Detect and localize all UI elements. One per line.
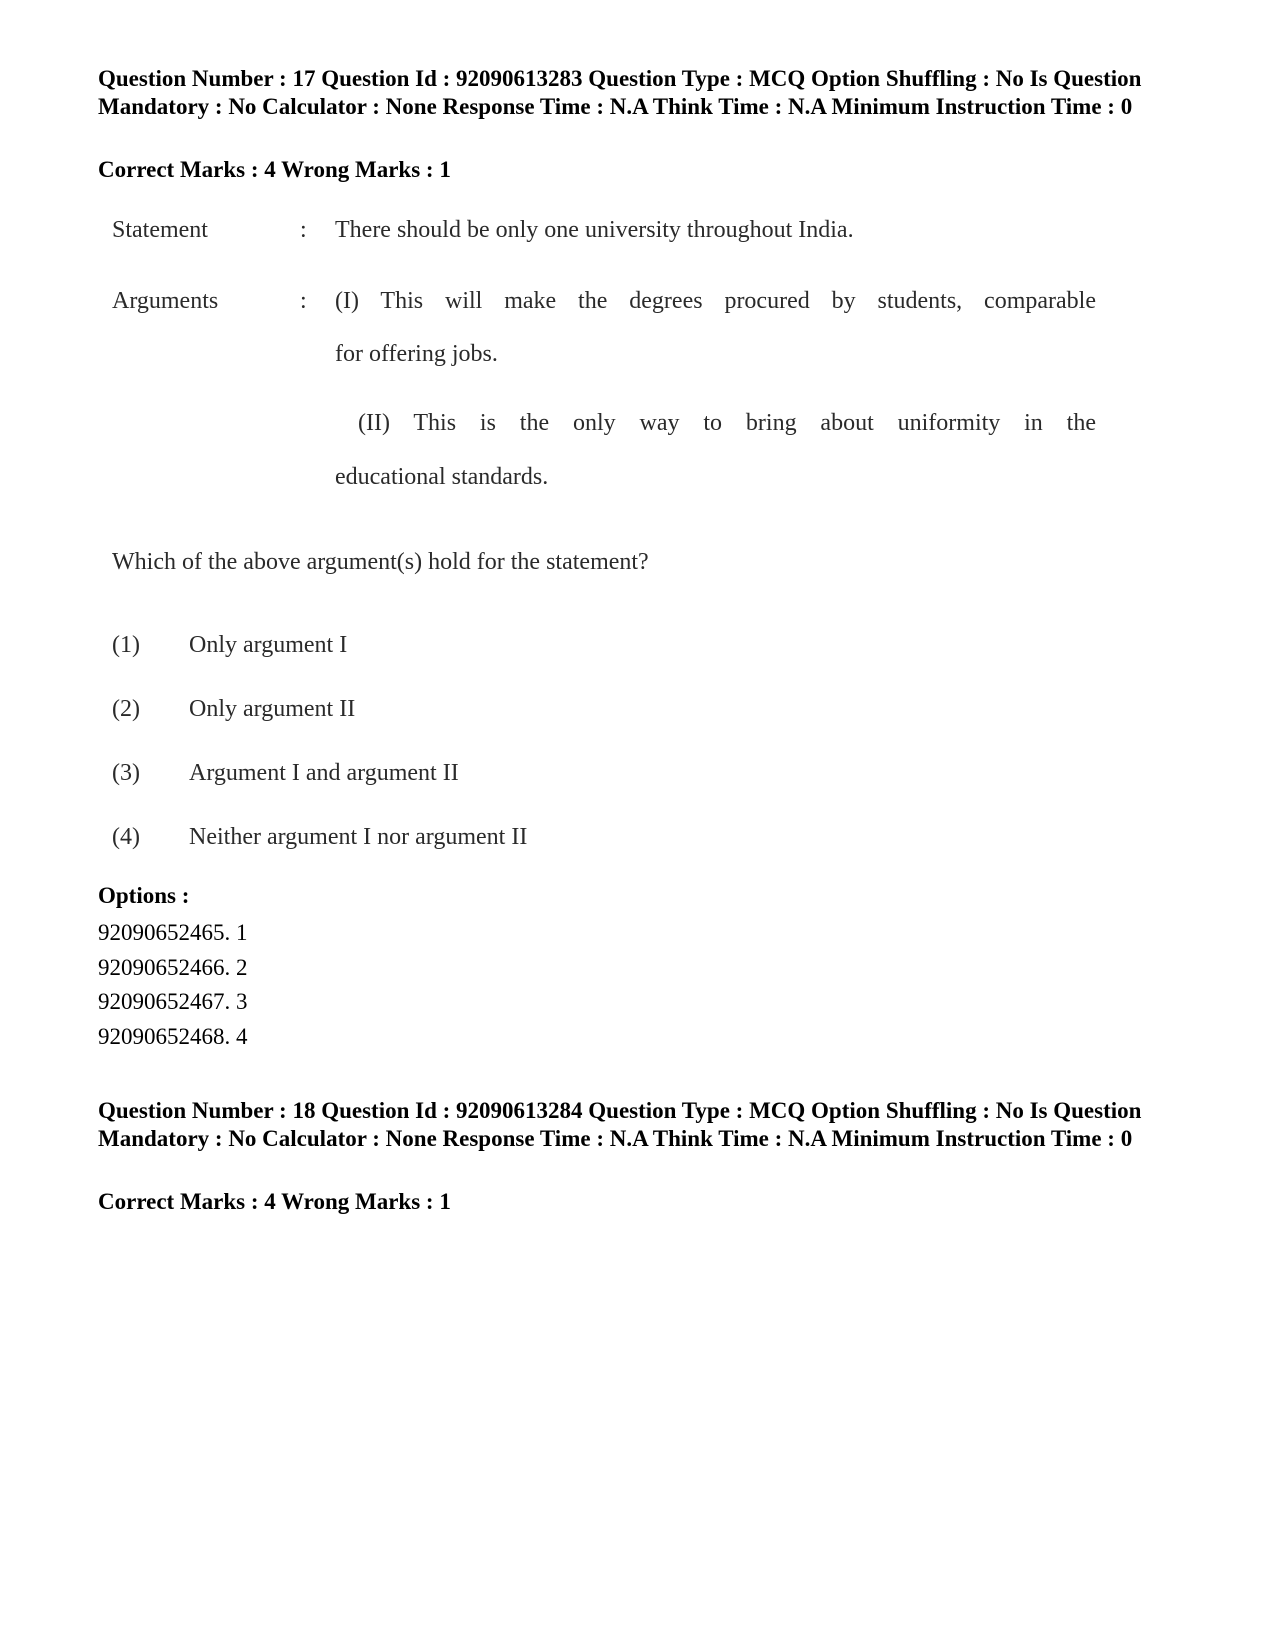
- choice-2-number: (2): [112, 696, 140, 722]
- options-list: [98, 916, 248, 1054]
- question-18-header: [98, 1097, 1178, 1153]
- choice-1-text: Only argument I: [189, 632, 348, 658]
- choice-4-number: (4): [112, 824, 140, 850]
- argument-2-line-1: (II) This is the only way to bring about uniformity in the: [358, 410, 1096, 436]
- option-item: 92090652467. 3: [98, 989, 248, 1014]
- question-17-meta: Question Number : 17 Question Id : 92090613283 Question Type : MCQ Option Shuffling : No Is Question Mandatory : No Calculator : None Response Time : N.A Think Time : N.A Minimum Instruction Time : 0: [98, 66, 1142, 119]
- option-item: 92090652466. 2: [98, 954, 248, 980]
- argument-2-line-2: educational standards.: [335, 464, 549, 490]
- choice-4-text: Neither argument I nor argument II: [189, 824, 528, 850]
- arguments-label: Arguments: [112, 288, 219, 314]
- statement-label: Statement: [112, 217, 208, 243]
- argument-1-line-1: (I) This will make the degrees procured by students, comparable: [335, 288, 1096, 314]
- option-item: 92090652465. 1: [98, 920, 248, 945]
- argument-1-line-2: for offering jobs.: [335, 341, 498, 367]
- arguments-colon: :: [300, 288, 307, 314]
- question-17-header: [98, 65, 1178, 121]
- question-18-meta: Question Number : 18 Question Id : 92090613284 Question Type : MCQ Option Shuffling : No Is Question Mandatory : No Calculator : None Response Time : N.A Think Time : N.A Minimum Instruction Time : 0: [98, 1098, 1142, 1151]
- choice-3-number: (3): [112, 760, 140, 786]
- question-prompt: Which of the above argument(s) hold for the statement?: [112, 549, 649, 575]
- choice-2-text: Only argument II: [189, 696, 356, 722]
- statement-colon: :: [300, 217, 307, 243]
- option-item: 92090652468. 4: [98, 1023, 248, 1049]
- choice-3-text: Argument I and argument II: [189, 760, 459, 786]
- question-18-marks: Correct Marks : 4 Wrong Marks : 1: [98, 1189, 451, 1214]
- statement-text: There should be only one university throughout India.: [335, 217, 854, 243]
- options-label: Options :: [98, 883, 190, 908]
- question-17-marks: Correct Marks : 4 Wrong Marks : 1: [98, 157, 451, 182]
- choice-1-number: (1): [112, 632, 140, 658]
